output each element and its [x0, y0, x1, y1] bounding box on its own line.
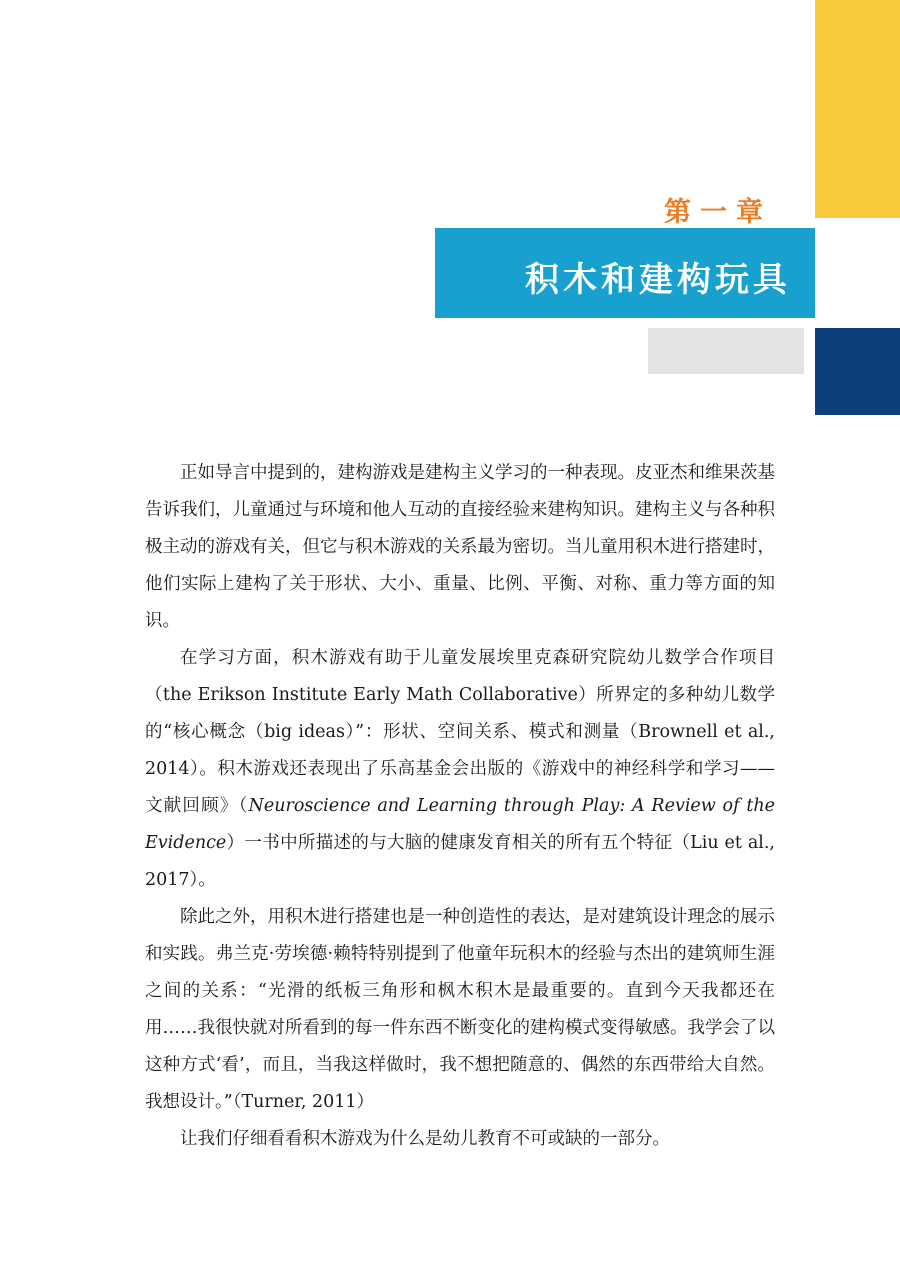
- yellow-corner-block: [815, 0, 900, 218]
- paragraph-4: 让我们仔细看看积木游戏为什么是幼儿教育不可或缺的一部分。: [180, 1129, 670, 1149]
- paragraph-2-part-a: 在学习方面，积木游戏有助于儿童发展埃里克森研究院幼儿数学合作项目（the Erikson Institute Early Math Collaborative）所界定的多种幼儿数学的“核心概念（big ideas）”：形状、空间关系、模式和测量（Brownell et al., 2014）。积木游戏还表现出了乐高基金会出版的《游戏中的神经科学和学习——文献回顾》（: [145, 648, 775, 816]
- paragraph-2-part-b: ）一书中所描述的与大脑的健康发育相关的所有五个特征（Liu et al., 2017）。: [145, 833, 775, 890]
- paragraph-2: [145, 640, 775, 899]
- dark-blue-block: [815, 328, 900, 415]
- chapter-title-band: [435, 228, 815, 318]
- chapter-number: 第一章: [664, 197, 772, 228]
- body-text: [145, 455, 775, 1158]
- chapter-title: 积木和建构玩具: [525, 260, 791, 300]
- paragraph-1: 正如导言中提到的，建构游戏是建构主义学习的一种表现。皮亚杰和维果茨基告诉我们，儿童通过与环境和他人互动的直接经验来建构知识。建构主义与各种积极主动的游戏有关，但它与积木游戏的关系最为密切。当儿童用积木进行搭建时，他们实际上建构了关于形状、大小、重量、比例、平衡、对称、重力等方面的知识。: [145, 463, 775, 631]
- book-title-italic: Neuroscience and Learning through Play: A Review of the Evidence: [145, 796, 775, 853]
- gray-block: [648, 328, 804, 374]
- paragraph-3: 除此之外，用积木进行搭建也是一种创造性的表达，是对建筑设计理念的展示和实践。弗兰克·劳埃德·赖特特别提到了他童年玩积木的经验与杰出的建筑师生涯之间的关系：“光滑的纸板三角形和枫木积木是最重要的。直到今天我都还在用……我很快就对所看到的每一件东西不断变化的建构模式变得敏感。我学会了以这种方式‘看’，而且，当我这样做时，我不想把随意的、偶然的东西带给大自然。我想设计。”（Turner, 2011）: [145, 907, 775, 1112]
